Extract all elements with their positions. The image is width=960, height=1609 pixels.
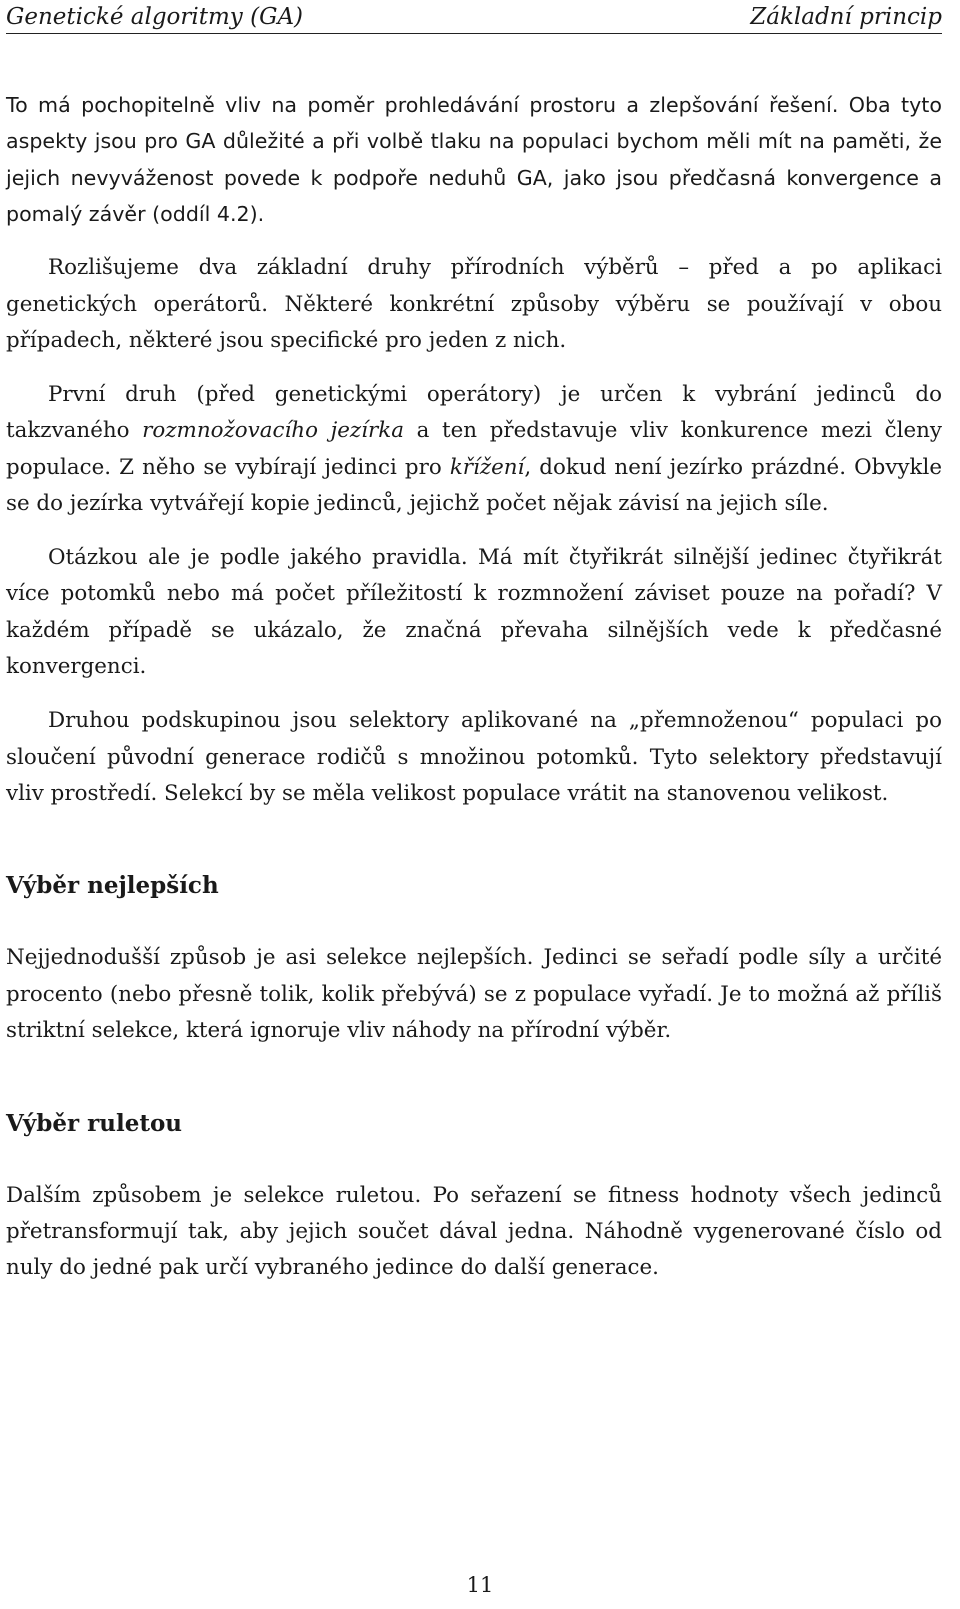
paragraph-2: Rozlišujeme dva základní druhy přírodních výběrů – před a po aplikaci genetických operátorů. Některé konkrétní způsoby výběru se používají v obou případech, některé jsou specifické pro jeden z nich.: [6, 255, 942, 353]
paragraph-3-part-b: a ten představuje vliv konkurence mezi členy populace. Z něho se vybírají jedinci pro: [6, 418, 942, 480]
paragraph-5: Druhou podskupinou jsou selektory aplikované na „přemnoženou“ populaci po sloučení původní generace rodičů s množinou potomků. Tyto selektory představují vliv prostředí. Selekcí by se měla velikost populace vrátit na stanovenou velikost.: [6, 708, 942, 806]
paragraph-3-part-a: První druh (před genetickými operátory) je určen k vybrání jedinců do takzvaného: [6, 381, 942, 444]
paragraph-1: To má pochopitelně vliv na poměr prohledávání prostoru a zlepšování řešení. Oba tyto aspekty jsou pro GA důležité a při volbě tlaku na populaci bychom měli mít na paměti, že jejich nevyváženost povede k podpoře neduhů GA, jako jsou předčasná konvergence a pomalý závěr (oddíl 4.2).: [6, 93, 942, 227]
paragraph-4: Otázkou ale je podle jakého pravidla. Má mít čtyřikrát silnější jedinec čtyřikrát více potomků nebo má počet příležitostí k rozmnožení záviset pouze na pořadí? V každém případě se ukázalo, že značná převaha silnějších vede k předčasné konvergenci.: [6, 544, 942, 680]
term-rozmnozovaci-jezirko: rozmnožovacího jezírka: [142, 418, 404, 444]
page-number: 11: [466, 1573, 494, 1597]
section-heading-vyber-nejlepsich: Výběr nejlepších: [6, 872, 219, 900]
section-text-vyber-nejlepsich: Nejjednodušší způsob je asi selekce nejlepších. Jedinci se seřadí podle síly a určité procento (nebo přesně tolik, kolik přebývá) se z populace vyřadí. Je to možná až příliš striktní selekce, která ignoruje vliv náhody na přírodní výběr.: [6, 945, 942, 1044]
paragraph-3: [6, 377, 942, 523]
term-krizeni: křížení: [449, 454, 525, 480]
header-chapter-title: Genetické algoritmy (GA): [6, 4, 304, 30]
section-text-vyber-ruletou: Dalším způsobem je selekce ruletou. Po seřazení se fitness hodnoty všech jedinců přetransformují tak, aby jejich součet dával jedna. Náhodně vygenerované číslo od nuly do jedné pak určí vybraného jedince do další generace.: [6, 1182, 942, 1281]
header-section-title: Základní princip: [750, 4, 942, 30]
running-header: [6, 0, 942, 34]
section-heading-vyber-ruletou: Výběr ruletou: [6, 1109, 183, 1137]
paragraph-3-part-c: , dokud není jezírko prázdné. Obvykle se do jezírka vytvářejí kopie jedinců, jejichž počet nějak závisí na jejich síle.: [6, 454, 942, 517]
body-text: [6, 87, 942, 1287]
